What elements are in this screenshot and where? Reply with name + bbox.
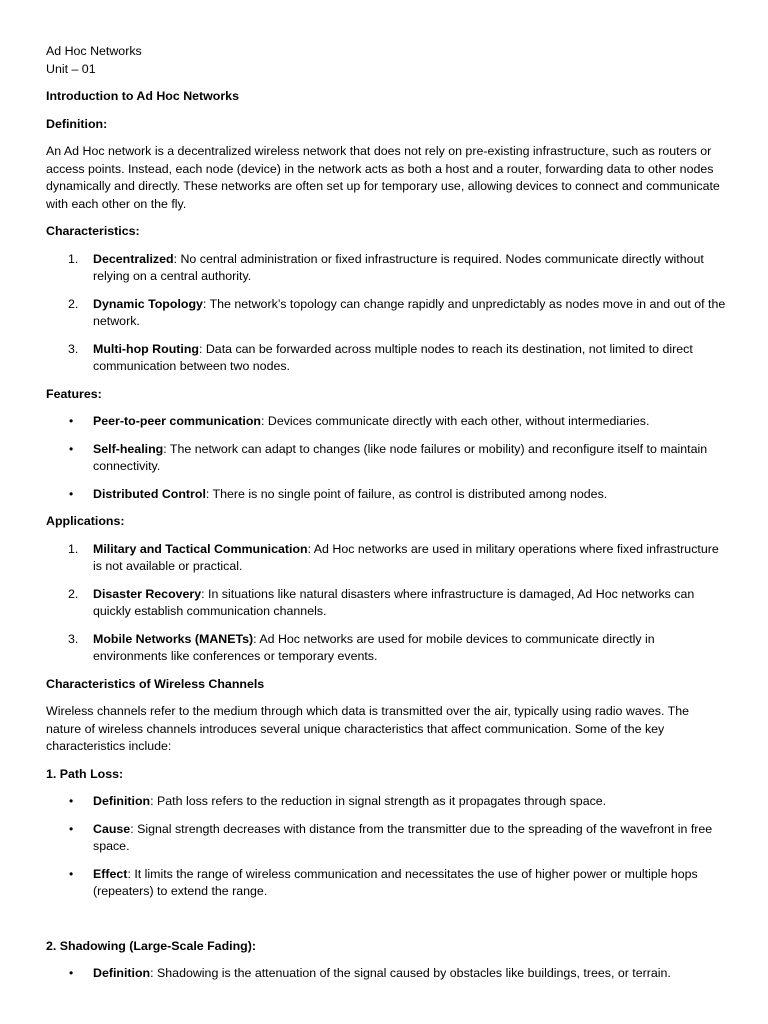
item-term: Peer-to-peer communication xyxy=(93,414,261,428)
item-text: : In situations like natural disasters where infrastructure is damaged, Ad Hoc networks can quickly establish communication channels. xyxy=(93,586,695,618)
bullet-icon: • xyxy=(69,966,74,980)
list-item xyxy=(46,251,726,286)
item-term: Effect xyxy=(93,866,128,881)
item-term: Cause xyxy=(93,821,131,836)
path-loss-heading: 1. Path Loss: xyxy=(46,766,124,781)
list-item xyxy=(46,586,726,621)
item-text: : Ad Hoc networks are used for mobile devices to communicate directly in environments like conferences or temporary events. xyxy=(93,631,655,663)
definition-paragraph: An Ad Hoc network is a decentralized wireless network that does not rely on pre-existing infrastructure, such as routers or access points. Instead, each node (device) in the network acts as both a host and a router, forwarding data to other nodes dynamically and directly. These networks are often set up for temporary use, allowing devices to connect and communicate with each other on the fly. xyxy=(46,144,720,211)
shadowing-list xyxy=(46,965,726,983)
list-item xyxy=(46,486,726,504)
item-term: Definition xyxy=(93,794,151,808)
definition-heading: Definition: xyxy=(46,116,108,131)
item-term: Multi-hop Routing xyxy=(93,341,199,356)
item-text: : The network’s topology can change rapidly and unpredictably as nodes move in and out of the network. xyxy=(93,296,726,328)
list-number: 1. xyxy=(68,541,79,556)
characteristics-list xyxy=(46,251,726,376)
item-text: : It limits the range of wireless communication and necessitates the use of higher power or multiple hops (repeaters) to extend the range. xyxy=(93,866,698,898)
item-text: : Path loss refers to the reduction in signal strength as it propagates through space. xyxy=(150,794,607,808)
section-title: Introduction to Ad Hoc Networks xyxy=(46,89,239,103)
header-line-1: Ad Hoc Networks xyxy=(46,44,142,58)
list-item xyxy=(46,413,726,431)
features-list xyxy=(46,413,726,503)
blank-line xyxy=(46,911,726,938)
item-text: : Signal strength decreases with distance from the transmitter due to the spreading of the wavefront in free space. xyxy=(93,821,713,853)
features-heading: Features: xyxy=(46,386,102,401)
item-text: : There is no single point of failure, as control is distributed among nodes. xyxy=(205,486,608,501)
applications-list xyxy=(46,541,726,666)
item-term: Decentralized xyxy=(93,251,174,266)
list-item xyxy=(46,965,726,983)
document-body xyxy=(46,43,726,993)
shadowing-heading: 2. Shadowing (Large-Scale Fading): xyxy=(46,938,256,953)
item-term: Military and Tactical Communication xyxy=(93,541,308,556)
list-item xyxy=(46,793,726,811)
applications-heading: Applications: xyxy=(46,514,125,528)
list-number: 2. xyxy=(68,586,79,601)
wireless-channels-paragraph: Wireless channels refer to the medium through which data is transmitted over the air, typically using radio waves. The nature of wireless channels introduces several unique characteristics that affect communication. Some of the key characteristics include: xyxy=(46,704,690,753)
header-line-2: Unit – 01 xyxy=(46,61,96,76)
item-text: : No central administration or fixed infrastructure is required. Nodes communicate directly without relying on a central authority. xyxy=(93,251,704,283)
item-term: Dynamic Topology xyxy=(93,296,203,311)
item-text: : Data can be forwarded across multiple nodes to reach its destination, not limited to direct communication between two nodes. xyxy=(93,341,693,373)
list-item xyxy=(46,631,726,666)
path-loss-list xyxy=(46,793,726,901)
bullet-icon: • xyxy=(69,486,74,501)
bullet-icon: • xyxy=(69,866,74,881)
item-term: Distributed Control xyxy=(93,486,206,501)
wireless-channels-heading: Characteristics of Wireless Channels xyxy=(46,676,265,691)
item-text: : The network can adapt to changes (like node failures or mobility) and reconfigure itself to maintain connectivity. xyxy=(93,441,708,473)
list-item xyxy=(46,441,726,476)
list-item xyxy=(46,296,726,331)
item-term: Self-healing xyxy=(93,441,164,456)
item-term: Disaster Recovery xyxy=(93,586,202,601)
list-number: 2. xyxy=(68,296,79,311)
list-number: 3. xyxy=(68,631,79,646)
characteristics-heading: Characteristics: xyxy=(46,224,140,238)
item-text: : Shadowing is the attenuation of the signal caused by obstacles like buildings, trees, or terrain. xyxy=(150,966,671,980)
list-item xyxy=(46,821,726,856)
item-term: Mobile Networks (MANETs) xyxy=(93,631,254,646)
bullet-icon: • xyxy=(69,794,74,808)
list-number: 3. xyxy=(68,341,79,356)
list-item xyxy=(46,866,726,901)
bullet-icon: • xyxy=(69,821,74,836)
list-item xyxy=(46,541,726,576)
list-number: 1. xyxy=(68,251,79,266)
item-text: : Devices communicate directly with each other, without intermediaries. xyxy=(261,414,650,428)
item-text: : Ad Hoc networks are used in military operations where fixed infrastructure is not available or practical. xyxy=(93,541,719,573)
list-item xyxy=(46,341,726,376)
bullet-icon: • xyxy=(69,414,74,428)
bullet-icon: • xyxy=(69,441,74,456)
item-term: Definition xyxy=(93,966,151,980)
